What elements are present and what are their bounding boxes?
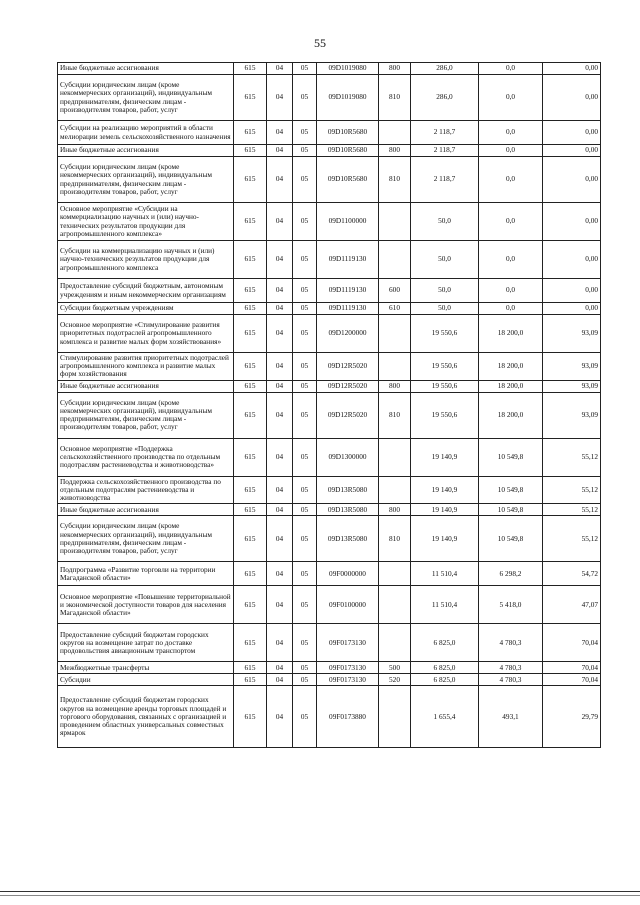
- row-subsection-code: 05: [293, 380, 317, 392]
- row-subsection-code: 05: [293, 392, 317, 438]
- row-subsection-code: 05: [293, 504, 317, 516]
- row-subsection-code: 05: [293, 674, 317, 686]
- row-ministry-code: 615: [234, 157, 267, 203]
- row-executed-amount: 6 298,2: [479, 562, 543, 586]
- row-expense-type: 600: [379, 279, 411, 303]
- row-planned-amount: 19 550,6: [411, 380, 479, 392]
- row-expense-type: [379, 438, 411, 476]
- row-ministry-code: 615: [234, 686, 267, 748]
- row-name: Субсидии юридическим лицам (кроме некоммерческих организаций), индивидуальным предпринимателям, физическим лицам - производителям товаров, работ, услуг: [58, 75, 234, 121]
- row-target-code: 09D1100000: [317, 203, 379, 241]
- row-executed-amount: 493,1: [479, 686, 543, 748]
- row-planned-amount: 286,0: [411, 75, 479, 121]
- page-bottom-rule: [0, 891, 640, 892]
- table-row: [58, 516, 601, 562]
- row-expense-type: 810: [379, 75, 411, 121]
- row-name: Субсидии на реализацию мероприятий в области мелиорации земель сельскохозяйственного назначения: [58, 121, 234, 145]
- table-row: [58, 562, 601, 586]
- row-planned-amount: 19 140,9: [411, 516, 479, 562]
- row-target-code: 09D1019080: [317, 75, 379, 121]
- row-name: Иные бюджетные ассигнования: [58, 504, 234, 516]
- row-ministry-code: 615: [234, 586, 267, 624]
- row-percent: 70,04: [543, 624, 601, 662]
- row-name: Предоставление субсидий бюджетным, автономным учреждениям и иным некоммерческим организациям: [58, 279, 234, 303]
- row-target-code: 09F0173130: [317, 674, 379, 686]
- table-row: [58, 476, 601, 504]
- row-executed-amount: 4 780,3: [479, 662, 543, 674]
- row-planned-amount: 6 825,0: [411, 674, 479, 686]
- row-name: Субсидии на коммерциализацию научных и (или) научно-технических результатов продукции для агропромышленного комплекса: [58, 241, 234, 279]
- row-percent: 47,07: [543, 586, 601, 624]
- table-row: [58, 315, 601, 353]
- row-subsection-code: 05: [293, 586, 317, 624]
- table-row: [58, 303, 601, 315]
- table-row: [58, 624, 601, 662]
- row-name: Основное мероприятие «Стимулирование развития приоритетных подотраслей агропромышленного комплекса и развитие малых форм хозяйствования»: [58, 315, 234, 353]
- row-name: Предоставление субсидий бюджетам городских округов на возмещение аренды торговых площадей и торгового оборудования, связанных с организацией и проведением областных универсальных совместных ярмарок: [58, 686, 234, 748]
- row-name: Иные бюджетные ассигнования: [58, 380, 234, 392]
- row-target-code: 09D1019080: [317, 63, 379, 75]
- row-name: Стимулирование развития приоритетных подотраслей агропромышленного комплекса и развитие малых форм хозяйствования: [58, 353, 234, 381]
- row-subsection-code: 05: [293, 686, 317, 748]
- row-ministry-code: 615: [234, 75, 267, 121]
- row-subsection-code: 05: [293, 121, 317, 145]
- table-row: [58, 662, 601, 674]
- row-percent: 93,09: [543, 392, 601, 438]
- row-subsection-code: 05: [293, 662, 317, 674]
- row-percent: 0,00: [543, 303, 601, 315]
- row-expense-type: 810: [379, 516, 411, 562]
- row-expense-type: [379, 624, 411, 662]
- row-ministry-code: 615: [234, 624, 267, 662]
- row-ministry-code: 615: [234, 121, 267, 145]
- table-row: [58, 353, 601, 381]
- row-planned-amount: 19 550,6: [411, 353, 479, 381]
- row-target-code: 09D12R5020: [317, 353, 379, 381]
- row-executed-amount: 0,0: [479, 241, 543, 279]
- table-row: [58, 392, 601, 438]
- row-executed-amount: 4 780,3: [479, 674, 543, 686]
- row-subsection-code: 05: [293, 624, 317, 662]
- row-expense-type: [379, 241, 411, 279]
- row-name: Основное мероприятие «Повышение территориальной и экономической доступности товаров для населения Магаданской области»: [58, 586, 234, 624]
- table-row: [58, 279, 601, 303]
- row-target-code: 09F0173880: [317, 686, 379, 748]
- row-section-code: 04: [267, 674, 293, 686]
- row-target-code: 09D1300000: [317, 438, 379, 476]
- table-row: [58, 438, 601, 476]
- row-section-code: 04: [267, 516, 293, 562]
- row-section-code: 04: [267, 586, 293, 624]
- page-number: 55: [314, 36, 326, 50]
- row-planned-amount: 19 140,9: [411, 476, 479, 504]
- row-executed-amount: 0,0: [479, 157, 543, 203]
- row-subsection-code: 05: [293, 145, 317, 157]
- budget-table: [57, 62, 601, 748]
- row-ministry-code: 615: [234, 504, 267, 516]
- row-percent: 70,04: [543, 662, 601, 674]
- row-target-code: 09D13R5080: [317, 504, 379, 516]
- row-target-code: 09D12R5020: [317, 392, 379, 438]
- row-executed-amount: 18 200,0: [479, 392, 543, 438]
- row-subsection-code: 05: [293, 241, 317, 279]
- row-percent: 70,04: [543, 674, 601, 686]
- row-section-code: 04: [267, 241, 293, 279]
- row-subsection-code: 05: [293, 516, 317, 562]
- row-percent: 0,00: [543, 203, 601, 241]
- row-name: Подпрограмма «Развитие торговли на территории Магаданской области»: [58, 562, 234, 586]
- row-executed-amount: 18 200,0: [479, 380, 543, 392]
- row-executed-amount: 0,0: [479, 203, 543, 241]
- row-planned-amount: 19 140,9: [411, 504, 479, 516]
- row-name: Основное мероприятие «Поддержка сельскохозяйственного производства по отдельным подотраслям растениеводства и животноводства»: [58, 438, 234, 476]
- table-row: [58, 241, 601, 279]
- row-percent: 93,09: [543, 353, 601, 381]
- row-expense-type: 610: [379, 303, 411, 315]
- row-executed-amount: 0,0: [479, 75, 543, 121]
- row-expense-type: 520: [379, 674, 411, 686]
- row-section-code: 04: [267, 624, 293, 662]
- row-ministry-code: 615: [234, 674, 267, 686]
- row-target-code: 09F0173130: [317, 624, 379, 662]
- row-expense-type: [379, 203, 411, 241]
- row-ministry-code: 615: [234, 662, 267, 674]
- row-percent: 0,00: [543, 241, 601, 279]
- row-subsection-code: 05: [293, 562, 317, 586]
- row-percent: 55,12: [543, 438, 601, 476]
- row-planned-amount: 6 825,0: [411, 662, 479, 674]
- row-expense-type: 800: [379, 63, 411, 75]
- row-target-code: 09D12R5020: [317, 380, 379, 392]
- row-subsection-code: 05: [293, 203, 317, 241]
- row-percent: 93,09: [543, 380, 601, 392]
- row-ministry-code: 615: [234, 241, 267, 279]
- row-section-code: 04: [267, 562, 293, 586]
- row-expense-type: [379, 121, 411, 145]
- row-planned-amount: 11 510,4: [411, 562, 479, 586]
- row-name: Иные бюджетные ассигнования: [58, 145, 234, 157]
- table-row: [58, 63, 601, 75]
- row-executed-amount: 0,0: [479, 279, 543, 303]
- row-subsection-code: 05: [293, 279, 317, 303]
- row-executed-amount: 4 780,3: [479, 624, 543, 662]
- row-subsection-code: 05: [293, 476, 317, 504]
- budget-table-body: [58, 63, 601, 748]
- row-name: Субсидии: [58, 674, 234, 686]
- row-expense-type: 810: [379, 392, 411, 438]
- row-target-code: 09D10R5680: [317, 121, 379, 145]
- row-planned-amount: 2 118,7: [411, 145, 479, 157]
- row-name: Межбюджетные трансферты: [58, 662, 234, 674]
- row-subsection-code: 05: [293, 315, 317, 353]
- row-section-code: 04: [267, 686, 293, 748]
- row-executed-amount: 0,0: [479, 121, 543, 145]
- row-ministry-code: 615: [234, 516, 267, 562]
- row-percent: 0,00: [543, 279, 601, 303]
- row-section-code: 04: [267, 279, 293, 303]
- row-target-code: 09D1119130: [317, 241, 379, 279]
- row-section-code: 04: [267, 145, 293, 157]
- row-percent: 93,09: [543, 315, 601, 353]
- row-section-code: 04: [267, 662, 293, 674]
- row-expense-type: 800: [379, 504, 411, 516]
- row-name: Субсидии юридическим лицам (кроме некоммерческих организаций), индивидуальным предпринимателям, физическим лицам - производителям товаров, работ, услуг: [58, 392, 234, 438]
- row-subsection-code: 05: [293, 157, 317, 203]
- row-planned-amount: 19 140,9: [411, 438, 479, 476]
- row-subsection-code: 05: [293, 303, 317, 315]
- row-ministry-code: 615: [234, 279, 267, 303]
- row-section-code: 04: [267, 157, 293, 203]
- row-target-code: 09F0000000: [317, 562, 379, 586]
- table-row: [58, 75, 601, 121]
- row-ministry-code: 615: [234, 353, 267, 381]
- row-percent: 29,79: [543, 686, 601, 748]
- row-expense-type: [379, 315, 411, 353]
- row-expense-type: [379, 686, 411, 748]
- row-section-code: 04: [267, 63, 293, 75]
- row-section-code: 04: [267, 121, 293, 145]
- row-ministry-code: 615: [234, 63, 267, 75]
- row-ministry-code: 615: [234, 303, 267, 315]
- row-expense-type: 500: [379, 662, 411, 674]
- row-name: Субсидии юридическим лицам (кроме некоммерческих организаций), индивидуальным предпринимателям, физическим лицам - производителям товаров, работ, услуг: [58, 157, 234, 203]
- row-planned-amount: 50,0: [411, 303, 479, 315]
- row-section-code: 04: [267, 353, 293, 381]
- row-name: Поддержка сельскохозяйственного производства по отдельным подотраслям растениеводства и животноводства: [58, 476, 234, 504]
- row-planned-amount: 2 118,7: [411, 157, 479, 203]
- row-section-code: 04: [267, 392, 293, 438]
- row-percent: 55,12: [543, 516, 601, 562]
- row-target-code: 09D1119130: [317, 279, 379, 303]
- row-ministry-code: 615: [234, 562, 267, 586]
- row-percent: 0,00: [543, 157, 601, 203]
- table-row: [58, 121, 601, 145]
- row-executed-amount: 18 200,0: [479, 315, 543, 353]
- row-target-code: 09D10R5680: [317, 157, 379, 203]
- row-planned-amount: 1 655,4: [411, 686, 479, 748]
- row-section-code: 04: [267, 380, 293, 392]
- row-planned-amount: 6 825,0: [411, 624, 479, 662]
- row-planned-amount: 50,0: [411, 279, 479, 303]
- row-name: Основное мероприятие «Субсидии на коммерциализацию научных и (или) научно-технических результатов продукции для агропромышленного комплекса»: [58, 203, 234, 241]
- row-target-code: 09D13R5080: [317, 476, 379, 504]
- row-ministry-code: 615: [234, 476, 267, 504]
- row-executed-amount: 10 549,8: [479, 504, 543, 516]
- row-section-code: 04: [267, 203, 293, 241]
- row-expense-type: [379, 586, 411, 624]
- row-planned-amount: 286,0: [411, 63, 479, 75]
- row-executed-amount: 10 549,8: [479, 476, 543, 504]
- row-planned-amount: 50,0: [411, 203, 479, 241]
- row-expense-type: 800: [379, 145, 411, 157]
- row-name: Субсидии бюджетным учреждениям: [58, 303, 234, 315]
- row-target-code: 09D1200000: [317, 315, 379, 353]
- row-section-code: 04: [267, 315, 293, 353]
- row-section-code: 04: [267, 75, 293, 121]
- row-ministry-code: 615: [234, 203, 267, 241]
- row-executed-amount: 0,0: [479, 63, 543, 75]
- row-section-code: 04: [267, 438, 293, 476]
- row-subsection-code: 05: [293, 353, 317, 381]
- row-percent: 55,12: [543, 476, 601, 504]
- row-name: Иные бюджетные ассигнования: [58, 63, 234, 75]
- row-percent: 0,00: [543, 63, 601, 75]
- row-section-code: 04: [267, 504, 293, 516]
- row-planned-amount: 11 510,4: [411, 586, 479, 624]
- row-ministry-code: 615: [234, 145, 267, 157]
- table-row: [58, 586, 601, 624]
- row-name: Предоставление субсидий бюджетам городских округов на возмещение затрат по доставке продовольствия авиационным транспортом: [58, 624, 234, 662]
- row-expense-type: [379, 476, 411, 504]
- row-name: Субсидии юридическим лицам (кроме некоммерческих организаций), индивидуальным предпринимателям, физическим лицам - производителям товаров, работ, услуг: [58, 516, 234, 562]
- row-executed-amount: 10 549,8: [479, 516, 543, 562]
- row-percent: 0,00: [543, 75, 601, 121]
- row-percent: 54,72: [543, 562, 601, 586]
- row-percent: 55,12: [543, 504, 601, 516]
- table-row: [58, 674, 601, 686]
- row-ministry-code: 615: [234, 380, 267, 392]
- table-row: [58, 157, 601, 203]
- row-executed-amount: 5 418,0: [479, 586, 543, 624]
- row-section-code: 04: [267, 476, 293, 504]
- row-percent: 0,00: [543, 121, 601, 145]
- row-target-code: 09F0100000: [317, 586, 379, 624]
- table-row: [58, 504, 601, 516]
- row-target-code: 09D1119130: [317, 303, 379, 315]
- row-target-code: 09D10R5680: [317, 145, 379, 157]
- page-bottom-rule-secondary: [0, 895, 640, 896]
- row-executed-amount: 0,0: [479, 145, 543, 157]
- row-subsection-code: 05: [293, 438, 317, 476]
- table-row: [58, 686, 601, 748]
- row-ministry-code: 615: [234, 392, 267, 438]
- row-executed-amount: 10 549,8: [479, 438, 543, 476]
- row-planned-amount: 19 550,6: [411, 315, 479, 353]
- row-executed-amount: 18 200,0: [479, 353, 543, 381]
- row-planned-amount: 19 550,6: [411, 392, 479, 438]
- row-subsection-code: 05: [293, 63, 317, 75]
- row-expense-type: 800: [379, 380, 411, 392]
- table-row: [58, 380, 601, 392]
- row-percent: 0,00: [543, 145, 601, 157]
- table-row: [58, 145, 601, 157]
- row-expense-type: 810: [379, 157, 411, 203]
- row-planned-amount: 2 118,7: [411, 121, 479, 145]
- row-target-code: 09F0173130: [317, 662, 379, 674]
- row-executed-amount: 0,0: [479, 303, 543, 315]
- row-subsection-code: 05: [293, 75, 317, 121]
- row-ministry-code: 615: [234, 438, 267, 476]
- row-section-code: 04: [267, 303, 293, 315]
- row-expense-type: [379, 562, 411, 586]
- row-planned-amount: 50,0: [411, 241, 479, 279]
- table-row: [58, 203, 601, 241]
- row-ministry-code: 615: [234, 315, 267, 353]
- row-target-code: 09D13R5080: [317, 516, 379, 562]
- row-expense-type: [379, 353, 411, 381]
